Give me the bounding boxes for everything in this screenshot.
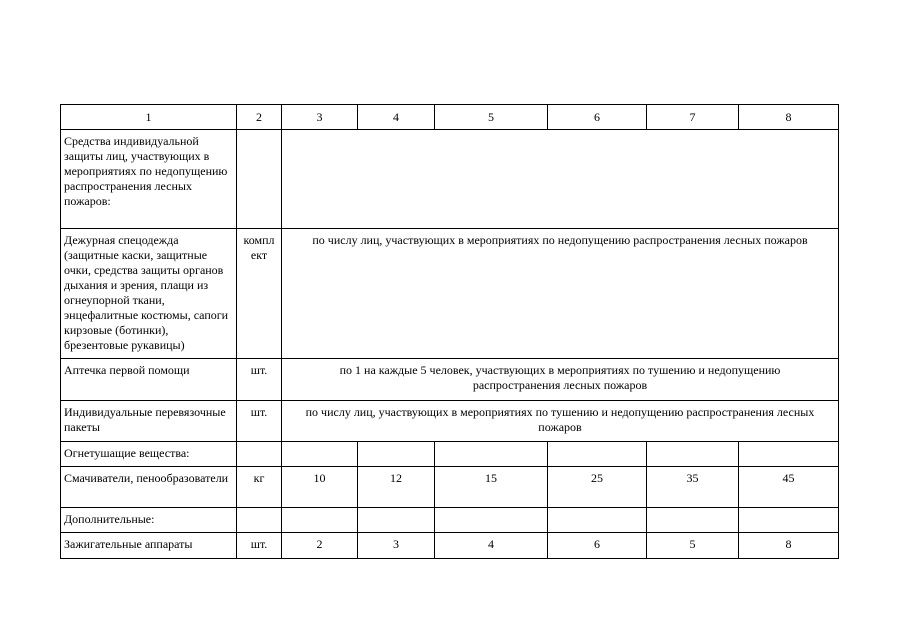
item-value: 35 bbox=[647, 467, 739, 508]
column-number: 8 bbox=[739, 105, 839, 130]
table-row bbox=[61, 130, 839, 229]
item-value: 15 bbox=[435, 467, 548, 508]
item-name: Средства индивидуальной защиты лиц, участвующих в мероприятиях по недопущению распространения лесных пожаров: bbox=[61, 130, 237, 229]
column-number: 7 bbox=[647, 105, 739, 130]
item-value: 2 bbox=[282, 533, 358, 559]
table-row bbox=[61, 229, 839, 359]
item-unit: шт. bbox=[237, 533, 282, 559]
table-row bbox=[61, 508, 839, 533]
column-number: 5 bbox=[435, 105, 548, 130]
table-row bbox=[61, 533, 839, 559]
item-norm bbox=[282, 130, 839, 229]
item-value: 6 bbox=[548, 533, 647, 559]
item-value: 45 bbox=[739, 467, 839, 508]
column-number: 3 bbox=[282, 105, 358, 130]
equipment-norms-table bbox=[60, 104, 839, 559]
column-number: 4 bbox=[358, 105, 435, 130]
column-number-row bbox=[61, 105, 839, 130]
item-unit bbox=[237, 130, 282, 229]
item-name: Индивидуальные перевязочные пакеты bbox=[61, 401, 237, 442]
item-name: Зажигательные аппараты bbox=[61, 533, 237, 559]
item-name: Огнетушащие вещества: bbox=[61, 442, 237, 467]
item-value: 10 bbox=[282, 467, 358, 508]
item-unit: шт. bbox=[237, 401, 282, 442]
item-value: 5 bbox=[647, 533, 739, 559]
table-row bbox=[61, 467, 839, 508]
table-row bbox=[61, 442, 839, 467]
item-name: Дополнительные: bbox=[61, 508, 237, 533]
table-row bbox=[61, 401, 839, 442]
item-norm: по числу лиц, участвующих в мероприятиях по тушению и недопущению распространения лесных пожаров bbox=[282, 401, 839, 442]
item-norm: по числу лиц, участвующих в мероприятиях по недопущению распространения лесных пожаров bbox=[282, 229, 839, 359]
item-value: 3 bbox=[358, 533, 435, 559]
item-norm: по 1 на каждые 5 человек, участвующих в мероприятиях по тушению и недопущению распространения лесных пожаров bbox=[282, 359, 839, 401]
table-row bbox=[61, 359, 839, 401]
item-name: Дежурная спецодежда (защитные каски, защитные очки, средства защиты органов дыхания и зрения, плащи из огнеупорной ткани, энцефалитные костюмы, сапоги кирзовые (ботинки), брезентовые рукавицы) bbox=[61, 229, 237, 359]
item-name: Аптечка первой помощи bbox=[61, 359, 237, 401]
item-value: 25 bbox=[548, 467, 647, 508]
item-value: 12 bbox=[358, 467, 435, 508]
item-value: 8 bbox=[739, 533, 839, 559]
column-number: 6 bbox=[548, 105, 647, 130]
item-name: Смачиватели, пенообразователи bbox=[61, 467, 237, 508]
column-number: 2 bbox=[237, 105, 282, 130]
column-number: 1 bbox=[61, 105, 237, 130]
item-unit: компл ект bbox=[237, 229, 282, 359]
item-unit: шт. bbox=[237, 359, 282, 401]
item-value: 4 bbox=[435, 533, 548, 559]
item-unit: кг bbox=[237, 467, 282, 508]
